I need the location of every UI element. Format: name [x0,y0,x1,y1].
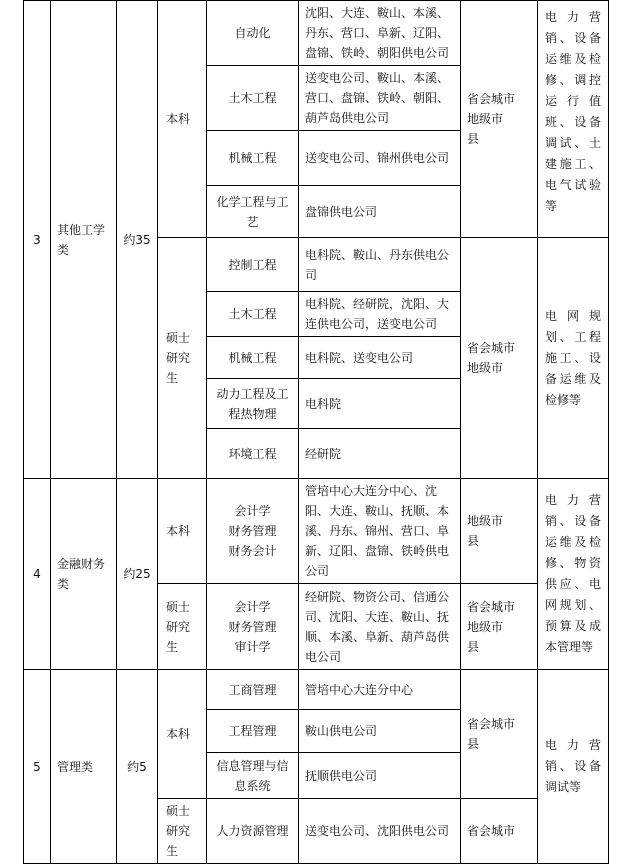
units-cell: 电科院 [299,379,461,429]
units-cell: 电科院、送变电公司 [299,337,461,379]
table-row [24,1,609,66]
category-cell: 金融财务类 [51,479,117,670]
units-cell: 盘锦供电公司 [299,186,461,238]
degree-cell: 本科 [158,670,207,799]
units-cell: 电科院、鞍山、丹东供电公司 [299,238,461,292]
units-cell: 抚顺供电公司 [299,753,461,799]
major-cell: 自动化 [207,1,299,66]
major-cell: 机械工程 [207,337,299,379]
major-cell: 动力工程及工程热物理 [207,379,299,429]
units-cell: 经研院、物资公司、信通公司、沈阳、大连、鞍山、抚顺、本溪、阜新、葫芦岛供电公司 [299,584,461,670]
major-cell: 会计学 财务管理 审计学 [207,584,299,670]
region-cell: 省会城市 县 [461,670,538,799]
row-index: 3 [24,1,51,479]
table-row [24,670,609,710]
duties-cell: 电力营销、设备运维及检修、物资供应、电网规划、预算及成本管理等 [538,479,609,670]
quota-cell: 约5 [117,670,158,864]
region-cell: 省会城市 [461,799,538,864]
units-cell: 鞍山供电公司 [299,710,461,753]
major-cell: 工商管理 [207,670,299,710]
units-cell: 电科院、经研院，沈阳、大连供电公司，送变电公司 [299,292,461,337]
region-cell: 省会城市 地级市 [461,238,538,479]
units-cell: 送变电公司、沈阳供电公司 [299,799,461,864]
category-cell: 其他工学类 [51,1,117,479]
row-index: 5 [24,670,51,864]
category-cell: 管理类 [51,670,117,864]
units-cell: 送变电公司、鞍山、本溪、营口、盘锦、铁岭、朝阳、葫芦岛供电公司 [299,66,461,131]
units-cell: 经研院 [299,429,461,479]
degree-cell: 硕士研究生 [158,799,207,864]
quota-cell: 约25 [117,479,158,670]
units-cell: 沈阳、大连、鞍山、本溪、丹东、营口、阜新、辽阳、盘锦、铁岭、朝阳供电公司 [299,1,461,66]
major-cell: 控制工程 [207,238,299,292]
major-cell: 工程管理 [207,710,299,753]
major-cell: 会计学 财务管理 财务会计 [207,479,299,584]
duties-cell: 电力营销、设备运维及检修、调控运行值班、设备调试、土建施工、电气试验等 [538,1,609,238]
region-cell: 省会城市 地级市 县 [461,1,538,238]
units-cell: 管培中心大连分中心、沈阳、大连、鞍山、抚顺、本溪、丹东、锦州、营口、阜新、辽阳、盘锦、铁岭供电公司 [299,479,461,584]
row-index: 4 [24,479,51,670]
major-cell: 土木工程 [207,66,299,131]
table-row [24,479,609,584]
major-cell: 化学工程与工艺 [207,186,299,238]
recruitment-table [23,0,609,864]
degree-cell: 本科 [158,1,207,238]
major-cell: 机械工程 [207,131,299,186]
major-cell: 人力资源管理 [207,799,299,864]
quota-cell: 约35 [117,1,158,479]
region-cell: 省会城市 地级市 县 [461,584,538,670]
degree-cell: 硕士研究生 [158,238,207,479]
region-cell: 地级市 县 [461,479,538,584]
major-cell: 土木工程 [207,292,299,337]
units-cell: 送变电公司、锦州供电公司 [299,131,461,186]
major-cell: 环境工程 [207,429,299,479]
major-cell: 信息管理与信息系统 [207,753,299,799]
degree-cell: 硕士研究生 [158,584,207,670]
units-cell: 管培中心大连分中心 [299,670,461,710]
duties-cell: 电力营销、设备调试等 [538,670,609,864]
duties-cell: 电网规划、工程施工、设备运维及检修等 [538,238,609,479]
degree-cell: 本科 [158,479,207,584]
